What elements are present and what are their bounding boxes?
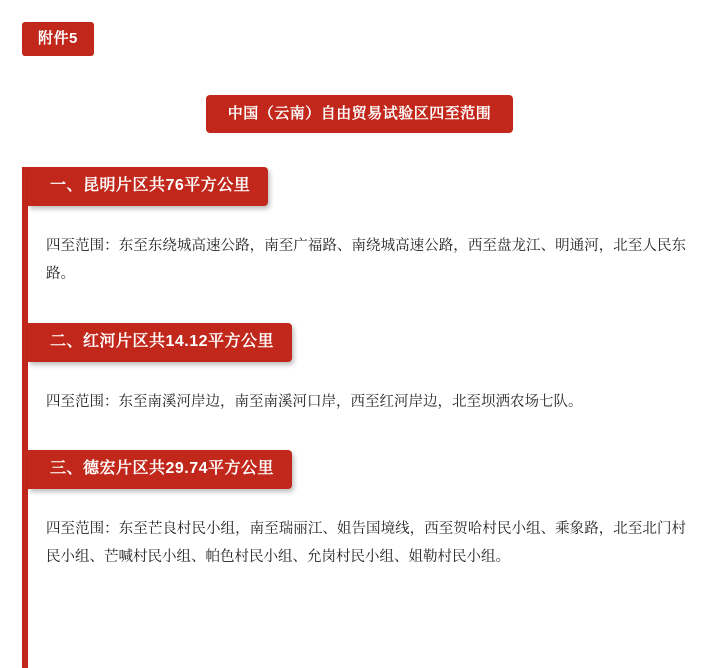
section-heading: 二、红河片区共14.12平方公里 [28,323,292,362]
section-heading-row [22,323,698,362]
section-kunming [22,167,698,289]
section-heading: 三、德宏片区共29.74平方公里 [28,450,292,489]
spacer [22,362,698,388]
section-body: 四至范围：东至东绕城高速公路，南至广福路、南绕城高速公路，西至盘龙江、明通河，北至人民东路。 [46,238,686,283]
section-heading-row [22,450,698,489]
page-title: 中国（云南）自由贸易试验区四至范围 [206,95,514,133]
spacer [22,289,698,323]
spacer [22,206,698,232]
section-honghe [22,323,698,416]
section-body: 四至范围：东至芒良村民小组，南至瑞丽江、姐告国境线，西至贺哈村民小组、乘象路，北至北门村民小组、芒喊村民小组、帕色村民小组、允岗村民小组、姐勒村民小组。 [46,520,686,566]
section-dehong [22,450,698,572]
spacer [22,489,698,515]
section-body: 四至范围：东至南溪河岸边，南至南溪河口岸，西至红河岸边，北至坝洒农场七队。 [46,393,583,410]
attachment-tag: 附件5 [22,22,94,56]
document-content [22,167,698,571]
section-heading-row [22,167,698,206]
page-title-wrapper [0,95,719,133]
spacer [22,416,698,450]
section-heading: 一、昆明片区共76平方公里 [28,167,268,206]
